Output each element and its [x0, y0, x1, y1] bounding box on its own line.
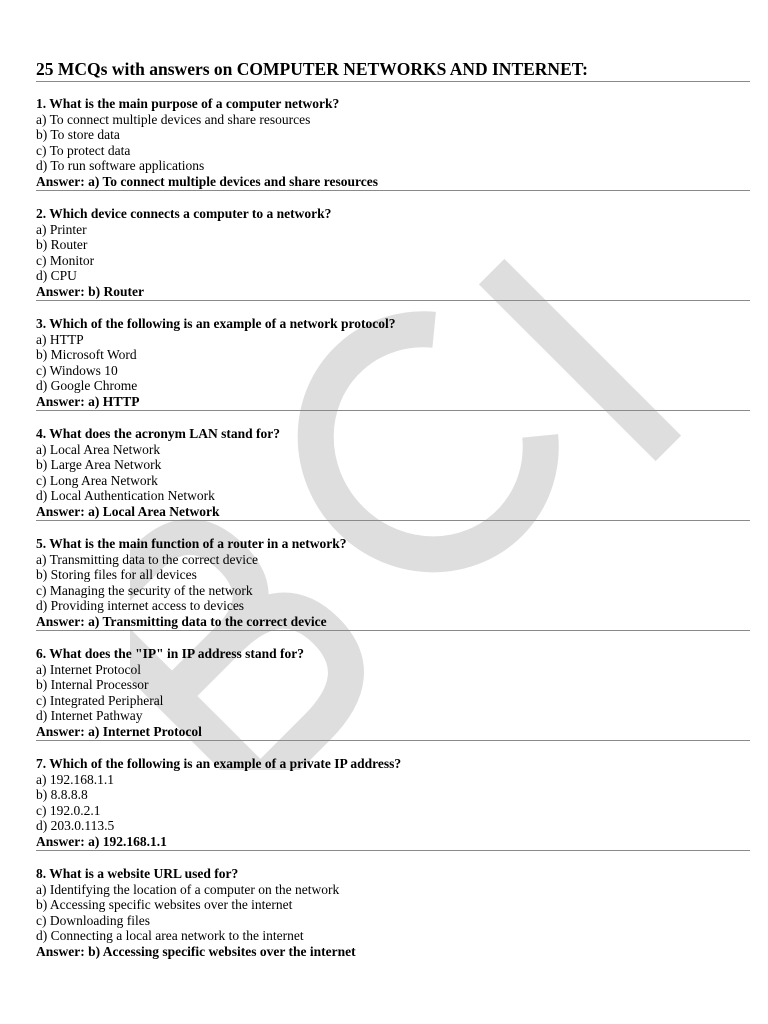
question-block [36, 82, 750, 191]
answer-option: a) Identifying the location of a computer on the network [36, 881, 340, 897]
correct-answer: Answer: a) 192.168.1.1 [36, 833, 167, 849]
answer-option: a) Printer [36, 221, 87, 237]
answer-option: c) Integrated Peripheral [36, 692, 164, 708]
question-list [36, 82, 750, 960]
question-block [36, 191, 750, 301]
answer-option: b) Microsoft Word [36, 347, 137, 362]
question-block [36, 631, 750, 741]
answer-option: d) Connecting a local area network to the internet [36, 928, 304, 943]
answer-option: b) Large Area Network [36, 457, 162, 472]
document-title: 25 MCQs with answers on COMPUTER NETWORKS AND INTERNET: [36, 58, 750, 82]
answer-option: b) To store data [36, 127, 120, 142]
question-text: 2. Which device connects a computer to a network? [36, 206, 332, 221]
answer-option: d) To run software applications [36, 158, 205, 173]
correct-answer: Answer: b) Router [36, 283, 144, 299]
correct-answer: Answer: b) Accessing specific websites over the internet [36, 943, 356, 959]
answer-option: a) To connect multiple devices and share resources [36, 111, 311, 127]
answer-option: a) Local Area Network [36, 441, 161, 457]
correct-answer: Answer: a) Transmitting data to the correct device [36, 613, 327, 629]
answer-option: b) Router [36, 237, 88, 252]
question-block [36, 301, 750, 411]
answer-option: a) HTTP [36, 331, 84, 347]
question-text: 3. Which of the following is an example of a network protocol? [36, 316, 396, 331]
correct-answer: Answer: a) Local Area Network [36, 503, 220, 519]
correct-answer: Answer: a) HTTP [36, 393, 140, 409]
question-block [36, 411, 750, 521]
question-block [36, 521, 750, 631]
answer-option: a) Internet Protocol [36, 661, 141, 677]
correct-answer: Answer: a) Internet Protocol [36, 723, 202, 739]
answer-option: d) Local Authentication Network [36, 488, 215, 503]
answer-option: b) Internal Processor [36, 677, 149, 692]
answer-option: d) CPU [36, 268, 77, 283]
question-text: 7. Which of the following is an example of a private IP address? [36, 756, 402, 771]
answer-option: d) Internet Pathway [36, 708, 143, 723]
question-block [36, 851, 750, 960]
answer-option: a) 192.168.1.1 [36, 771, 114, 787]
answer-option: c) Windows 10 [36, 362, 118, 378]
question-text: 4. What does the acronym LAN stand for? [36, 426, 281, 441]
answer-option: c) Monitor [36, 252, 95, 268]
answer-option: a) Transmitting data to the correct device [36, 551, 258, 567]
answer-option: c) Long Area Network [36, 472, 158, 488]
question-block [36, 741, 750, 851]
answer-option: c) 192.0.2.1 [36, 802, 101, 818]
answer-option: b) Storing files for all devices [36, 567, 197, 582]
correct-answer: Answer: a) To connect multiple devices and share resources [36, 173, 378, 189]
answer-option: d) Google Chrome [36, 378, 138, 393]
answer-option: c) Downloading files [36, 912, 150, 928]
question-text: 1. What is the main purpose of a computer network? [36, 96, 340, 111]
answer-option: b) 8.8.8.8 [36, 787, 88, 802]
question-text: 6. What does the "IP" in IP address stand for? [36, 646, 305, 661]
answer-option: c) Managing the security of the network [36, 582, 253, 598]
question-text: 5. What is the main function of a router in a network? [36, 536, 347, 551]
question-text: 8. What is a website URL used for? [36, 866, 239, 881]
answer-option: c) To protect data [36, 142, 131, 158]
answer-option: d) Providing internet access to devices [36, 598, 245, 613]
answer-option: b) Accessing specific websites over the internet [36, 897, 293, 912]
answer-option: d) 203.0.113.5 [36, 818, 115, 833]
